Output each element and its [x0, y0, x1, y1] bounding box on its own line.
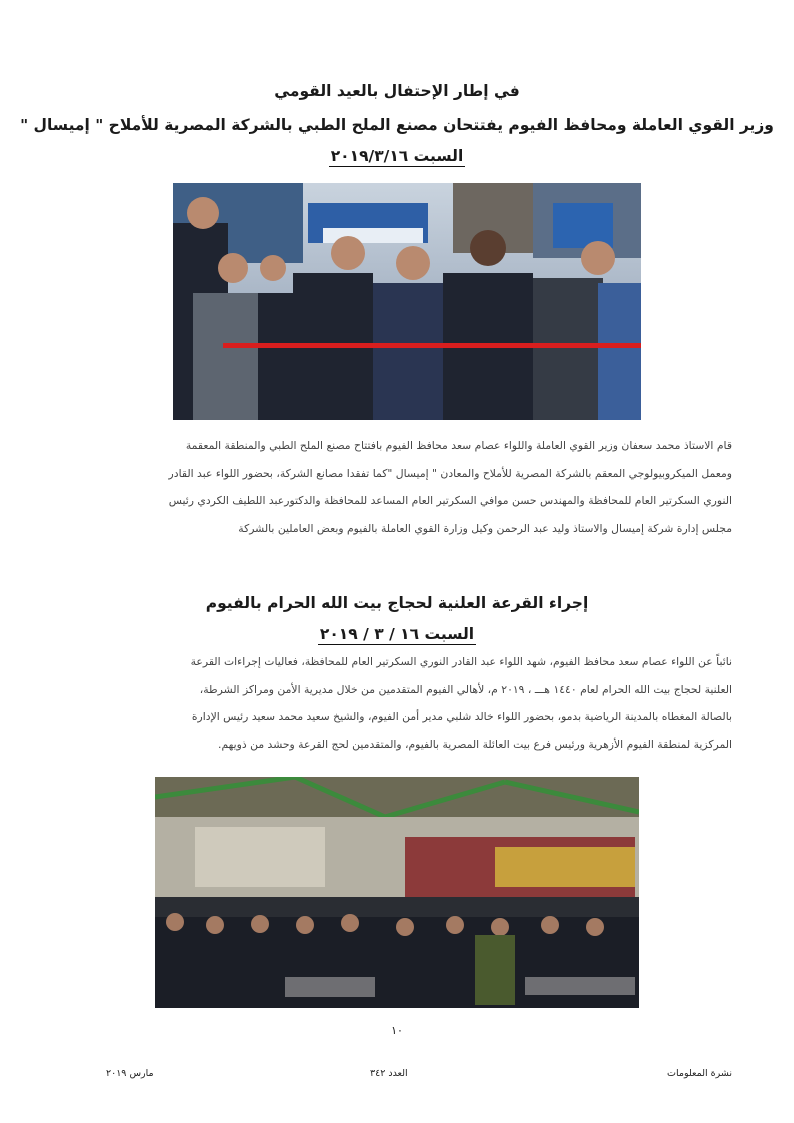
article1-date-wrap: [0, 146, 794, 167]
article2-body-line: المركزية لمنطقة الفيوم الأزهرية ورئيس فرع بيت العائلة المصرية بالفيوم، والمتقدمين لحج القرعة وحشد من ذويهم.: [218, 737, 732, 751]
article1-body-line: قام الاستاذ محمد سعفان وزير القوي العاملة واللواء عصام سعد محافظ الفيوم بافتتاح مصنع الملح الطبي والمنطقة المعقمة: [185, 439, 732, 452]
article2-date: السبت ١٦ / ٣ / ٢٠١٩: [319, 625, 475, 643]
footer-issue: العدد ٣٤٢: [370, 1068, 408, 1079]
page-number: ١٠: [391, 1024, 403, 1037]
lottery-hall-photo: [155, 777, 639, 1008]
article2-body-line: العلنية لحجاج بيت الله الحرام لعام ١٤٤٠ هـــ ، ٢٠١٩ م، لأهالي الفيوم المتقدمين من خلال مديرية الأمن ومراكز الشرطة،: [199, 682, 732, 696]
article1-date: السبت ٢٠١٩/٣/١٦: [330, 147, 464, 165]
article2-body-line: نائباً عن اللواء عصام سعد محافظ الفيوم، شهد اللواء عبد القادر النوري السكرتير العام للمحافظة، فعاليات إجراءات القرعة: [190, 655, 732, 668]
article1-body-line: ومعمل الميكروبيولوجي المعقم بالشركة المصرية للأملاح والمعادن " إميسال "كما تفقدا مصانع الشركة، بحضور اللواء عبد القادر: [168, 466, 732, 480]
article1-body-line: مجلس إدارة شركة إميسال والاستاذ وليد عبد الرحمن وكيل وزارة القوي العاملة بالفيوم وبعض العاملين بالشركة: [238, 521, 732, 535]
article2-body: [62, 648, 732, 758]
article2-body-line: بالصالة المغطاه بالمدينة الرياضية بدمو، بحضور اللواء خالد شلبي مدير أمن الفيوم، والشيخ سعيد محمد سعيد رئيس الإدارة: [191, 710, 732, 723]
article1-kicker: في إطار الإحتفال بالعيد القومي: [274, 82, 520, 100]
article2-date-wrap: [0, 624, 794, 645]
article2-title: إجراء القرعة العلنية لحجاج بيت الله الحرام بالفيوم: [205, 594, 589, 612]
footer-publication: نشرة المعلومات: [667, 1068, 732, 1079]
article1-body-line: النوري السكرتير العام للمحافظة والمهندس حسن موافي السكرتير العام المساعد للمحافظة والدكتورعبد اللطيف الكردي رئيس: [168, 494, 732, 507]
article1-body: [62, 432, 732, 542]
article1-title: وزير القوي العاملة ومحافظ الفيوم يفتتحان مصنع الملح الطبي بالشركة المصرية للأملاح " إميسال ": [20, 116, 774, 134]
footer-date: مارس ٢٠١٩: [106, 1068, 154, 1079]
ribbon-cutting-photo: [173, 183, 641, 420]
